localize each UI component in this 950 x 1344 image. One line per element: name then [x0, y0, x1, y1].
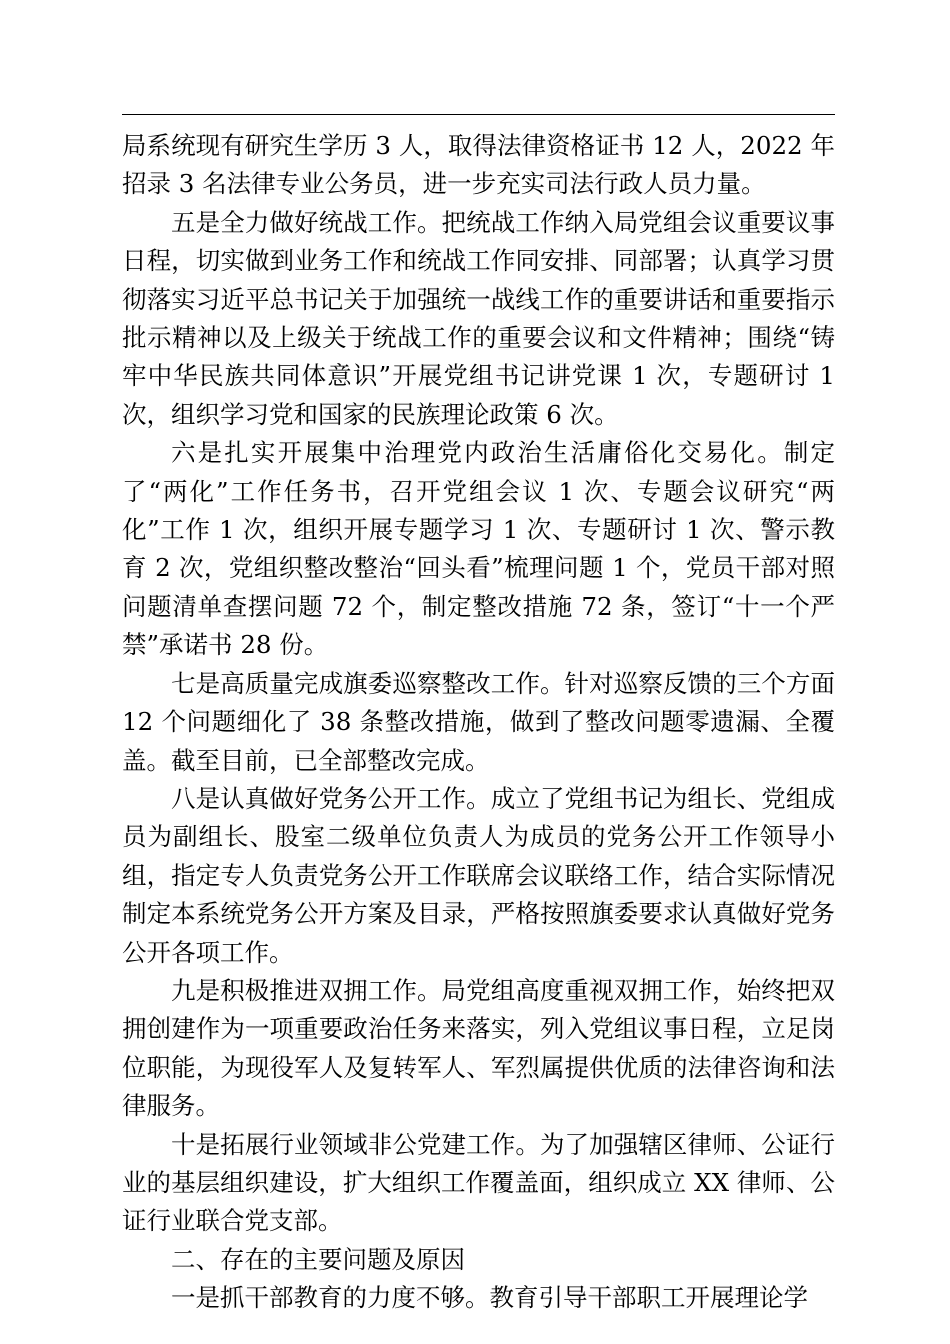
paragraph-united-front: 五是全力做好统战工作。把统战工作纳入局党组会议重要议事日程，切实做到业务工作和统战工作同安排、同部署；认真学习贯彻落实习近平总书记关于加强统一战线工作的重要讲话和重要指示批示精神以及上级关于统战工作的重要会议和文件精神；围绕“铸牢中华民族共同体意识”开展党组书记讲党课 1 次，专题研讨 1 次，组织学习党和国家的民族理论政策 6 次。	[122, 207, 835, 429]
section-heading-problems: 二、存在的主要问题及原因	[171, 1244, 465, 1274]
paragraph-inspection-rectification: 七是高质量完成旗委巡察整改工作。针对巡察反馈的三个方面 12 个问题细化了 38 条整改措施，做到了整改问题零遗漏、全覆盖。截至目前，已全部整改完成。	[122, 668, 835, 775]
paragraph-two-tendencies: 六是扎实开展集中治理党内政治生活庸俗化交易化。制定了“两化”工作任务书，召开党组会议 1 次、专题会议研究“两化”工作 1 次，组织开展专题学习 1 次、专题研讨 1 次、警示教育 2 次，党组织整改整治“回头看”梳理问题 1 个，党员干部对照问题清单查摆问题 72 个，制定整改措施 72 条，签订“十一个严禁”承诺书 28 份。	[122, 438, 835, 660]
paragraph-continuation: 局系统现有研究生学历 3 人，取得法律资格证书 12 人，2022 年招录 3 名法律专业公务员，进一步充实司法行政人员力量。	[122, 131, 835, 199]
header-rule	[122, 114, 835, 115]
paragraph-double-support: 九是积极推进双拥工作。局党组高度重视双拥工作，始终把双拥创建作为一项重要政治任务来落实，列入党组议事日程，立足岗位职能，为现役军人及复转军人、军烈属提供优质的法律咨询和法律服务。	[122, 975, 835, 1121]
paragraph-cadre-education: 一是抓干部教育的力度不够。教育引导干部职工开展理论学	[171, 1283, 808, 1313]
document-body	[122, 127, 835, 1318]
paragraph-non-public-party-building: 十是拓展行业领域非公党建工作。为了加强辖区律师、公证行业的基层组织建设，扩大组织工作覆盖面，组织成立 XX 律师、公证行业联合党支部。	[122, 1129, 835, 1236]
paragraph-party-affairs-disclosure: 八是认真做好党务公开工作。成立了党组书记为组长、党组成员为副组长、股室二级单位负责人为成员的党务公开工作领导小组，指定专人负责党务公开工作联席会议联络工作，结合实际情况制定本系统党务公开方案及目录，严格按照旗委要求认真做好党务公开各项工作。	[122, 783, 835, 967]
